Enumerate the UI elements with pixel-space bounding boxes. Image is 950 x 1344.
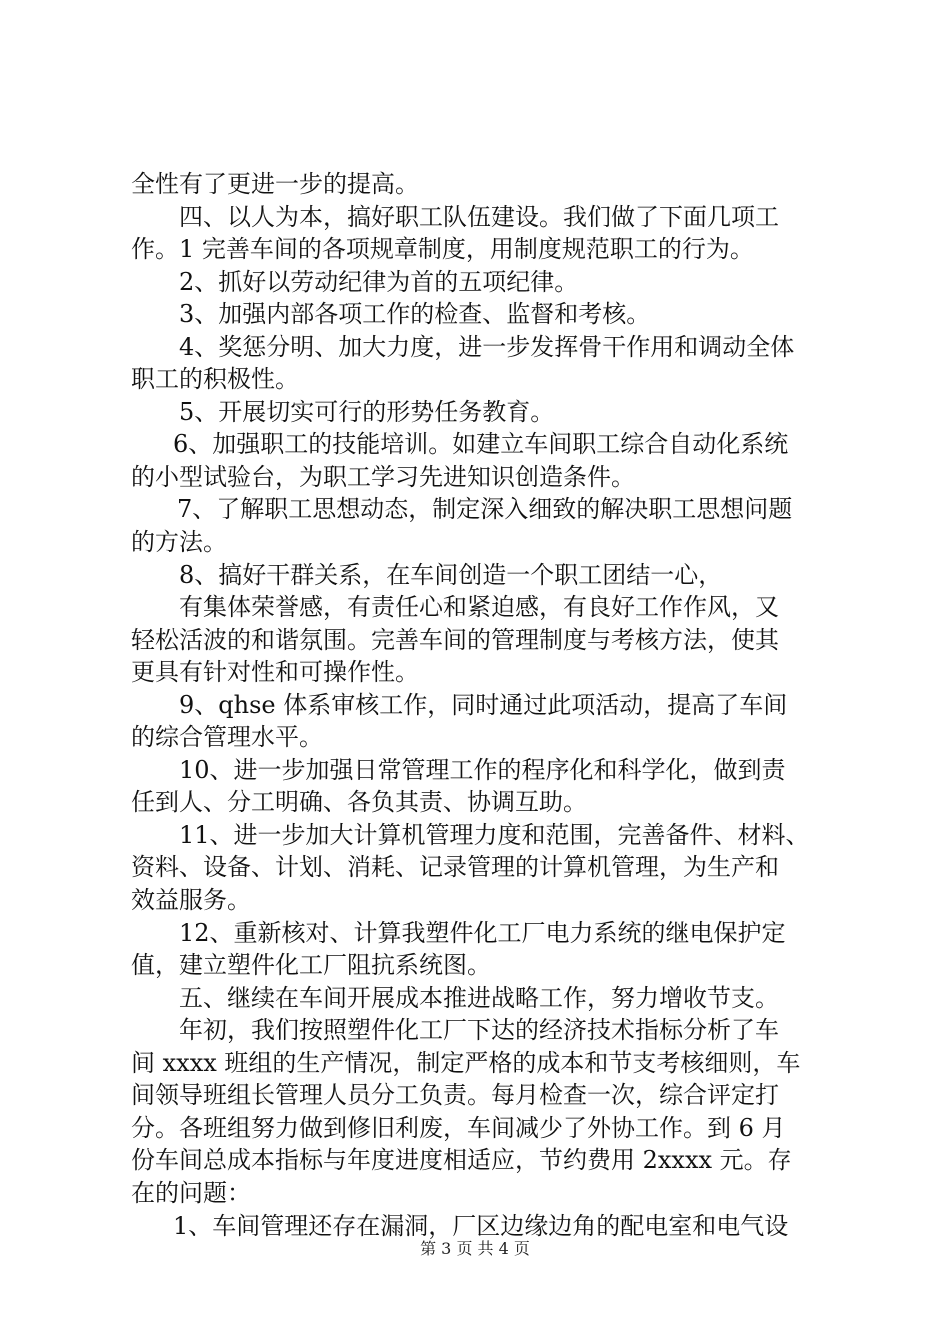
text-line: 12、重新核对、计算我塑件化工厂电力系统的继电保护定 xyxy=(179,918,786,947)
text-line: 值，建立塑件化工厂阻抗系统图。 xyxy=(131,951,491,980)
text-line: 9、qhse 体系审核工作，同时通过此项活动，提高了车间 xyxy=(179,690,788,719)
text-line: 8、搞好干群关系，在车间创造一个职工团结一心， xyxy=(179,560,723,589)
text-line: 4、奖惩分明、加大力度，进一步发挥骨干作用和调动全体 xyxy=(179,332,795,361)
text-line: 资料、设备、计划、消耗、记录管理的计算机管理，为生产和 xyxy=(131,853,779,882)
text-line: 有集体荣誉感，有责任心和紧迫感，有良好工作作风，又 xyxy=(179,593,779,622)
text-line: 全性有了更进一步的提高。 xyxy=(131,170,419,198)
text-line: 轻松活波的和谐氛围。完善车间的管理制度与考核方法，使其 xyxy=(131,625,779,654)
text-line: 五、继续在车间开展成本推进战略工作，努力增收节支。 xyxy=(179,983,779,1012)
text-line: 四、以人为本，搞好职工队伍建设。我们做了下面几项工 xyxy=(179,202,779,231)
text-line: 的方法。 xyxy=(131,528,227,557)
text-line: 份车间总成本指标与年度进度相适应，节约费用 2xxxx 元。存 xyxy=(131,1146,792,1175)
text-line: 2、抓好以劳动纪律为首的五项纪律。 xyxy=(179,267,579,296)
text-line: 间 xxxx 班组的生产情况，制定严格的成本和节支考核细则，车 xyxy=(131,1048,801,1077)
text-line: 的小型试验台，为职工学习先进知识创造条件。 xyxy=(131,462,635,491)
text-line: 6、加强职工的技能培训。如建立车间职工综合自动化系统 xyxy=(173,430,789,459)
text-line: 11、进一步加大计算机管理力度和范围，完善备件、材料、 xyxy=(179,820,810,849)
text-line: 的综合管理水平。 xyxy=(131,723,323,752)
text-line: 作。1 完善车间的各项规章制度，用制度规范职工的行为。 xyxy=(131,235,754,264)
text-line: 3、加强内部各项工作的检查、监督和考核。 xyxy=(179,300,651,329)
text-line: 分。各班组努力做到修旧利废，车间减少了外协工作。到 6 月 xyxy=(131,1113,786,1142)
page-footer: 第 3 页 共 4 页 xyxy=(420,1239,530,1258)
text-line: 间领导班组长管理人员分工负责。每月检查一次，综合评定打 xyxy=(131,1081,779,1110)
text-line: 效益服务。 xyxy=(131,886,251,915)
text-line: 职工的积极性。 xyxy=(131,365,299,394)
text-line: 5、开展切实可行的形势任务教育。 xyxy=(179,397,555,426)
text-line: 更具有针对性和可操作性。 xyxy=(131,658,419,687)
text-line: 1、车间管理还存在漏洞，厂区边缘边角的配电室和电气设 xyxy=(173,1211,789,1240)
text-line: 任到人、分工明确、各负其责、协调互助。 xyxy=(131,788,587,817)
text-line: 年初，我们按照塑件化工厂下达的经济技术指标分析了车 xyxy=(179,1016,779,1045)
text-line: 在的问题： xyxy=(131,1178,251,1207)
text-line: 10、进一步加强日常管理工作的程序化和科学化，做到责 xyxy=(179,755,786,784)
document-body xyxy=(131,168,831,1242)
text-line: 7、了解职工思想动态，制定深入细致的解决职工思想问题 xyxy=(177,495,793,524)
